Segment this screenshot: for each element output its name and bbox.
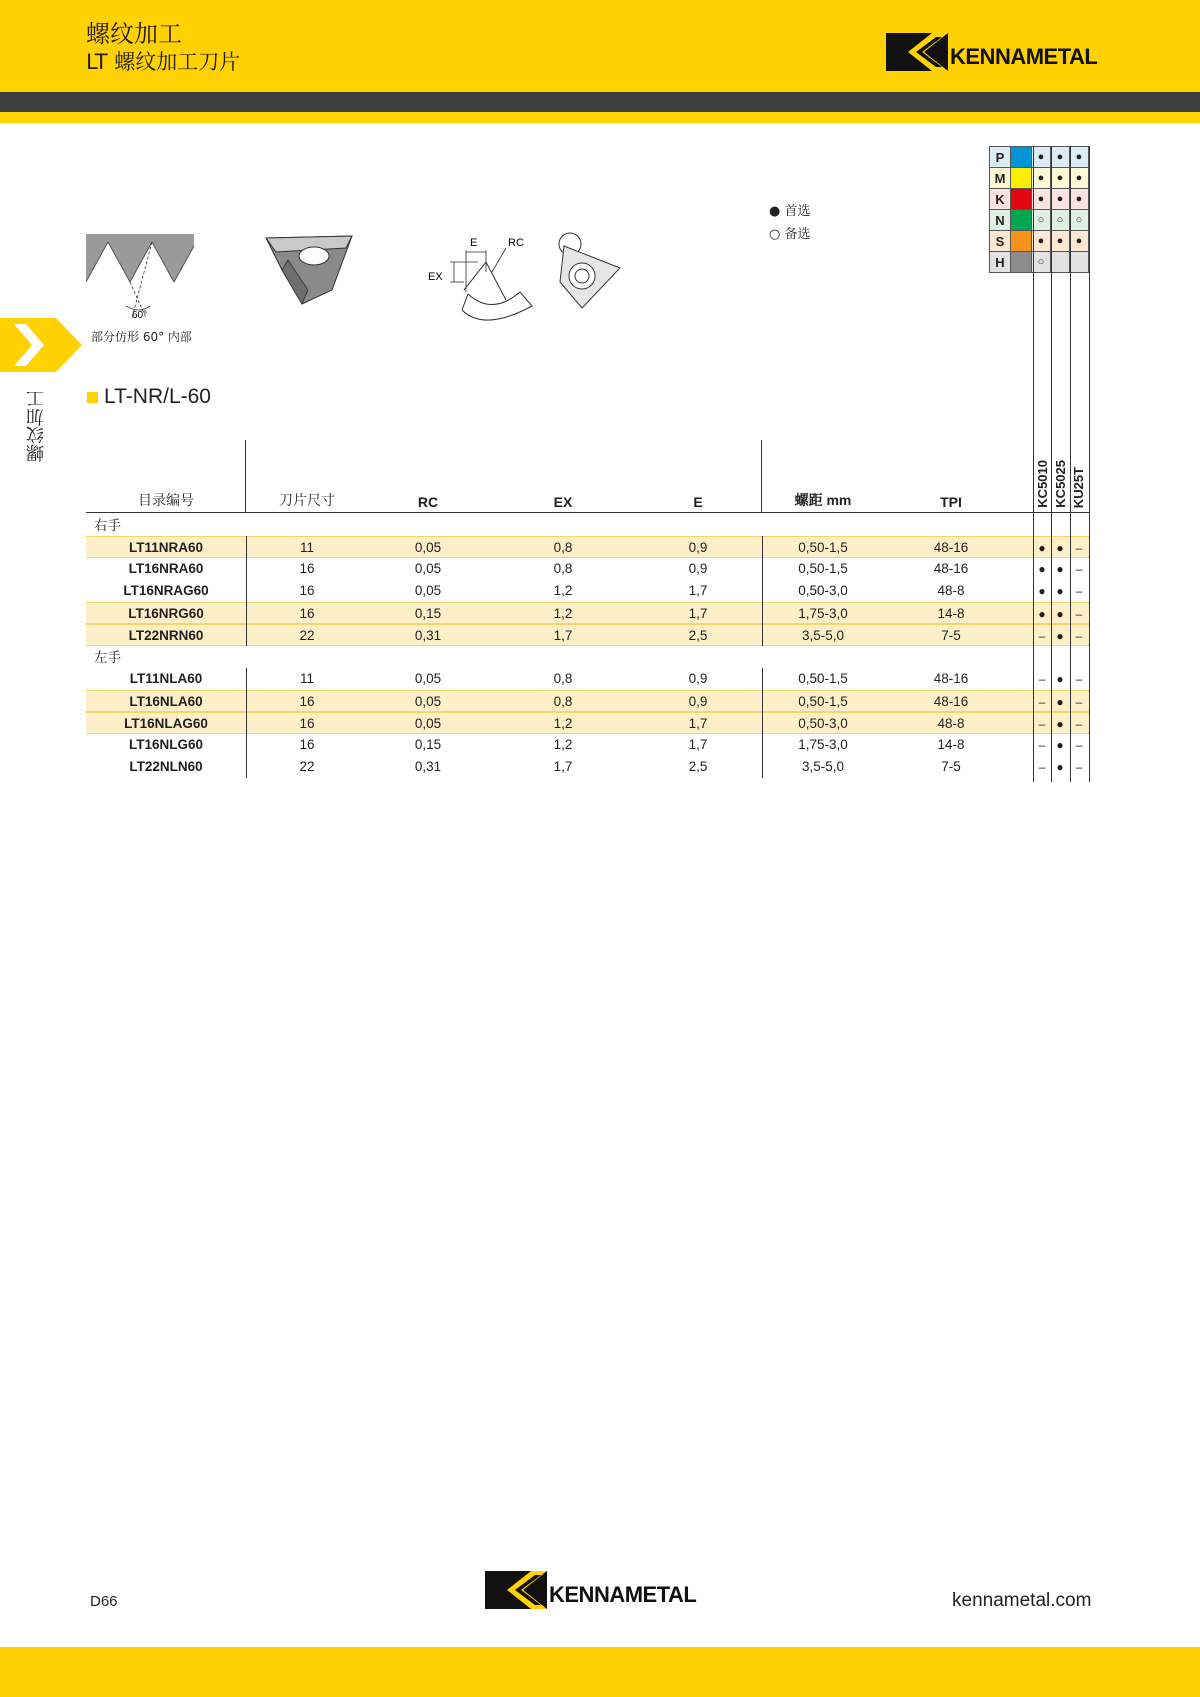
footer-brand-name: KENNAMETAL bbox=[549, 1582, 697, 1607]
grade-mark: – bbox=[1075, 607, 1083, 621]
col-header-tpi: TPI bbox=[940, 494, 962, 510]
column-divider bbox=[246, 668, 247, 778]
kennametal-k-icon bbox=[485, 1571, 547, 1609]
legend-alternate: ○ 备选 bbox=[769, 227, 811, 242]
cell-ex: 1,2 bbox=[553, 737, 573, 752]
cell-ex: 1,2 bbox=[553, 583, 573, 598]
cell-e: 1,7 bbox=[688, 737, 708, 752]
cell-e: 2,5 bbox=[688, 628, 708, 643]
cell-pitch: 0,50-3,0 bbox=[798, 716, 848, 731]
cell-tpi: 7-5 bbox=[941, 759, 961, 774]
material-mark: ○ bbox=[1032, 252, 1051, 273]
table-row bbox=[86, 558, 1090, 580]
group-label: 右手 bbox=[94, 518, 121, 534]
dim-e-label: E bbox=[470, 237, 478, 249]
column-divider bbox=[245, 440, 246, 512]
table-row bbox=[86, 624, 1090, 646]
header-stripe bbox=[0, 92, 1200, 112]
filled-dot-icon: ● bbox=[769, 204, 781, 219]
dim-rc-label: RC bbox=[508, 237, 524, 249]
cell-e: 0,9 bbox=[688, 671, 708, 686]
cell-ex: 1,7 bbox=[553, 759, 573, 774]
material-row bbox=[990, 147, 1089, 168]
cell-e: 0,9 bbox=[688, 540, 708, 555]
cell-code: LT22NRN60 bbox=[128, 628, 204, 643]
cell-ex: 1,2 bbox=[553, 716, 573, 731]
dim-ex-label: EX bbox=[428, 271, 443, 283]
material-row bbox=[990, 231, 1089, 252]
cell-e: 1,7 bbox=[688, 716, 708, 731]
thread-profile-figure bbox=[86, 232, 196, 326]
cell-code: LT16NRAG60 bbox=[123, 583, 209, 598]
insert-top-view-figure bbox=[556, 232, 624, 312]
column-divider bbox=[761, 440, 762, 512]
material-letter: K bbox=[990, 189, 1011, 210]
material-mark: ● bbox=[1070, 189, 1089, 210]
grade-mark: – bbox=[1038, 695, 1046, 709]
cell-rc: 0,15 bbox=[414, 606, 442, 621]
grade-mark: – bbox=[1075, 738, 1083, 752]
cell-tpi: 48-8 bbox=[937, 583, 965, 598]
material-letter: H bbox=[990, 252, 1011, 273]
grade-divider bbox=[1070, 146, 1071, 782]
cell-ex: 0,8 bbox=[553, 671, 573, 686]
table-row bbox=[86, 580, 1090, 602]
cell-size: 11 bbox=[299, 540, 314, 555]
material-mark: ● bbox=[1070, 147, 1089, 168]
cell-e: 0,9 bbox=[688, 561, 708, 576]
grade-mark: ● bbox=[1056, 562, 1064, 576]
material-mark: ● bbox=[1070, 231, 1089, 252]
side-chevron-icon bbox=[0, 318, 82, 372]
cell-size: 22 bbox=[299, 759, 315, 774]
grade-divider bbox=[1051, 146, 1052, 782]
grade-mark: – bbox=[1075, 541, 1083, 555]
material-mark: ● bbox=[1032, 231, 1051, 252]
material-letter: N bbox=[990, 210, 1011, 231]
material-mark: ● bbox=[1070, 168, 1089, 189]
cell-tpi: 14-8 bbox=[937, 737, 965, 752]
cell-pitch: 0,50-1,5 bbox=[798, 671, 848, 686]
material-mark: ● bbox=[1051, 189, 1070, 210]
angle-label: 60° bbox=[132, 310, 148, 321]
grade-mark: ● bbox=[1038, 584, 1046, 598]
cell-tpi: 14-8 bbox=[937, 606, 965, 621]
material-color-swatch bbox=[1011, 147, 1032, 168]
cell-code: LT16NLAG60 bbox=[124, 716, 208, 731]
material-mark: ○ bbox=[1032, 210, 1051, 231]
grade-mark: – bbox=[1038, 672, 1046, 686]
grade-divider bbox=[1089, 146, 1090, 782]
page-number: D66 bbox=[90, 1593, 118, 1610]
grade-mark: ● bbox=[1038, 607, 1046, 621]
material-color-swatch bbox=[1011, 168, 1032, 189]
cell-rc: 0,05 bbox=[414, 540, 442, 555]
material-mark: ○ bbox=[1051, 210, 1070, 231]
cell-size: 11 bbox=[299, 671, 314, 686]
cell-e: 1,7 bbox=[688, 606, 708, 621]
grade-mark: – bbox=[1075, 760, 1083, 774]
section-square-icon bbox=[87, 392, 98, 403]
material-letter: M bbox=[990, 168, 1011, 189]
cell-code: LT11NRA60 bbox=[128, 540, 204, 555]
cell-tpi: 7-5 bbox=[941, 628, 961, 643]
grade-mark: ● bbox=[1056, 717, 1064, 731]
cell-rc: 0,05 bbox=[414, 716, 442, 731]
page-subtitle: LT 螺纹加工刀片 bbox=[86, 50, 241, 74]
page-title: 螺纹加工 bbox=[86, 20, 182, 48]
material-row bbox=[990, 252, 1089, 273]
cell-pitch: 0,50-1,5 bbox=[798, 540, 848, 555]
material-row bbox=[990, 210, 1089, 231]
col-header-code: 目录编号 bbox=[138, 492, 194, 508]
cell-code: LT22NLN60 bbox=[129, 759, 203, 774]
cell-pitch: 3,5-5,0 bbox=[801, 759, 845, 774]
material-color-swatch bbox=[1011, 210, 1032, 231]
header-stripe-yellow bbox=[0, 112, 1200, 123]
dimension-figure bbox=[420, 232, 534, 332]
cell-rc: 0,05 bbox=[414, 694, 442, 709]
cell-code: LT16NLA60 bbox=[129, 694, 203, 709]
cell-e: 1,7 bbox=[688, 583, 708, 598]
legend-preferred: ● 首选 bbox=[769, 204, 811, 219]
cell-tpi: 48-16 bbox=[933, 540, 969, 555]
grade-mark: – bbox=[1038, 717, 1046, 731]
table-row bbox=[86, 690, 1090, 712]
cell-rc: 0,31 bbox=[414, 628, 442, 643]
grade-mark: ● bbox=[1056, 760, 1064, 774]
cell-e: 2,5 bbox=[688, 759, 708, 774]
grade-header-kc5010: KC5010 bbox=[1035, 460, 1050, 508]
cell-ex: 1,2 bbox=[553, 606, 573, 621]
col-header-e: E bbox=[693, 494, 703, 510]
cell-rc: 0,05 bbox=[414, 583, 442, 598]
material-row bbox=[990, 168, 1089, 189]
col-header-rc: RC bbox=[417, 494, 439, 510]
grade-mark: ● bbox=[1056, 672, 1064, 686]
grade-mark: – bbox=[1075, 717, 1083, 731]
cell-pitch: 0,50-1,5 bbox=[798, 694, 848, 709]
cell-rc: 0,15 bbox=[414, 737, 442, 752]
cell-ex: 1,7 bbox=[553, 628, 573, 643]
grade-mark: ● bbox=[1056, 695, 1064, 709]
footer-logo bbox=[485, 1571, 696, 1609]
material-matrix bbox=[989, 146, 1089, 273]
grade-mark: – bbox=[1075, 695, 1083, 709]
column-divider bbox=[762, 536, 763, 646]
grade-mark: ● bbox=[1056, 607, 1064, 621]
cell-pitch: 1,75-3,0 bbox=[798, 737, 848, 752]
col-header-size: 刀片尺寸 bbox=[279, 492, 335, 508]
grade-mark: – bbox=[1075, 629, 1083, 643]
footer-bar bbox=[0, 1647, 1200, 1697]
material-mark: ● bbox=[1032, 168, 1051, 189]
cell-tpi: 48-8 bbox=[937, 716, 965, 731]
cell-pitch: 3,5-5,0 bbox=[801, 628, 845, 643]
grade-divider bbox=[1033, 146, 1034, 782]
material-mark: ● bbox=[1051, 147, 1070, 168]
cell-rc: 0,05 bbox=[414, 671, 442, 686]
cell-code: LT16NRG60 bbox=[128, 606, 204, 621]
cell-size: 16 bbox=[299, 561, 315, 576]
cell-ex: 0,8 bbox=[553, 540, 573, 555]
cell-e: 0,9 bbox=[688, 694, 708, 709]
grade-mark: ● bbox=[1056, 629, 1064, 643]
table-row bbox=[86, 668, 1090, 690]
cell-rc: 0,31 bbox=[414, 759, 442, 774]
column-divider bbox=[246, 536, 247, 646]
grade-mark: – bbox=[1075, 672, 1083, 686]
material-color-swatch bbox=[1011, 189, 1032, 210]
insert-3d-figure bbox=[262, 230, 358, 308]
cell-rc: 0,05 bbox=[414, 561, 442, 576]
material-mark: ● bbox=[1051, 231, 1070, 252]
column-divider bbox=[762, 668, 763, 778]
header-logo bbox=[886, 33, 1097, 71]
cell-pitch: 0,50-3,0 bbox=[798, 583, 848, 598]
grade-mark: – bbox=[1038, 760, 1046, 774]
figure-caption: 部分仿形 60° 内部 bbox=[91, 330, 192, 344]
grade-mark: ● bbox=[1056, 541, 1064, 555]
table-row bbox=[86, 536, 1090, 558]
material-letter: P bbox=[990, 147, 1011, 168]
material-letter: S bbox=[990, 231, 1011, 252]
material-mark: ● bbox=[1032, 189, 1051, 210]
grade-mark: ● bbox=[1038, 562, 1046, 576]
material-mark: ○ bbox=[1070, 210, 1089, 231]
grade-mark: ● bbox=[1056, 738, 1064, 752]
cell-code: LT16NRA60 bbox=[128, 561, 204, 576]
grade-mark: – bbox=[1038, 629, 1046, 643]
material-mark bbox=[1070, 252, 1089, 273]
table-row bbox=[86, 734, 1090, 756]
col-header-pitch: 螺距 mm bbox=[794, 492, 852, 508]
grade-header-ku25t: KU25T bbox=[1071, 466, 1086, 508]
table-row bbox=[86, 756, 1090, 778]
cell-size: 16 bbox=[299, 583, 315, 598]
section-title: LT-NR/L-60 bbox=[87, 385, 211, 409]
cell-code: LT11NLA60 bbox=[129, 671, 203, 686]
grade-mark: ● bbox=[1056, 584, 1064, 598]
cell-tpi: 48-16 bbox=[933, 561, 969, 576]
grade-mark: ● bbox=[1038, 541, 1046, 555]
hollow-dot-icon: ○ bbox=[769, 227, 781, 242]
material-color-swatch bbox=[1011, 231, 1032, 252]
table-header bbox=[86, 440, 1090, 513]
cell-size: 16 bbox=[299, 716, 315, 731]
material-mark: ● bbox=[1051, 168, 1070, 189]
cell-tpi: 48-16 bbox=[933, 671, 969, 686]
cell-size: 16 bbox=[299, 737, 315, 752]
cell-ex: 0,8 bbox=[553, 561, 573, 576]
material-mark bbox=[1051, 252, 1070, 273]
cell-size: 16 bbox=[299, 694, 315, 709]
cell-pitch: 0,50-1,5 bbox=[798, 561, 848, 576]
cell-tpi: 48-16 bbox=[933, 694, 969, 709]
cell-size: 16 bbox=[299, 606, 315, 621]
side-tab-label: 螺纹加工 bbox=[26, 390, 47, 462]
material-row bbox=[990, 189, 1089, 210]
material-mark: ● bbox=[1032, 147, 1051, 168]
col-header-ex: EX bbox=[553, 494, 573, 510]
material-color-swatch bbox=[1011, 252, 1032, 273]
grade-mark: – bbox=[1075, 584, 1083, 598]
cell-code: LT16NLG60 bbox=[128, 737, 204, 752]
table-row bbox=[86, 602, 1090, 624]
cell-size: 22 bbox=[299, 628, 315, 643]
cell-ex: 0,8 bbox=[553, 694, 573, 709]
website-link[interactable]: kennametal.com bbox=[952, 1590, 1092, 1611]
brand-name: KENNAMETAL bbox=[950, 44, 1098, 69]
group-label: 左手 bbox=[94, 650, 121, 666]
grade-mark: – bbox=[1075, 562, 1083, 576]
grade-header-kc5025: KC5025 bbox=[1053, 460, 1068, 508]
grade-mark: – bbox=[1038, 738, 1046, 752]
kennametal-k-icon bbox=[886, 33, 948, 71]
table-row bbox=[86, 712, 1090, 734]
cell-pitch: 1,75-3,0 bbox=[798, 606, 848, 621]
